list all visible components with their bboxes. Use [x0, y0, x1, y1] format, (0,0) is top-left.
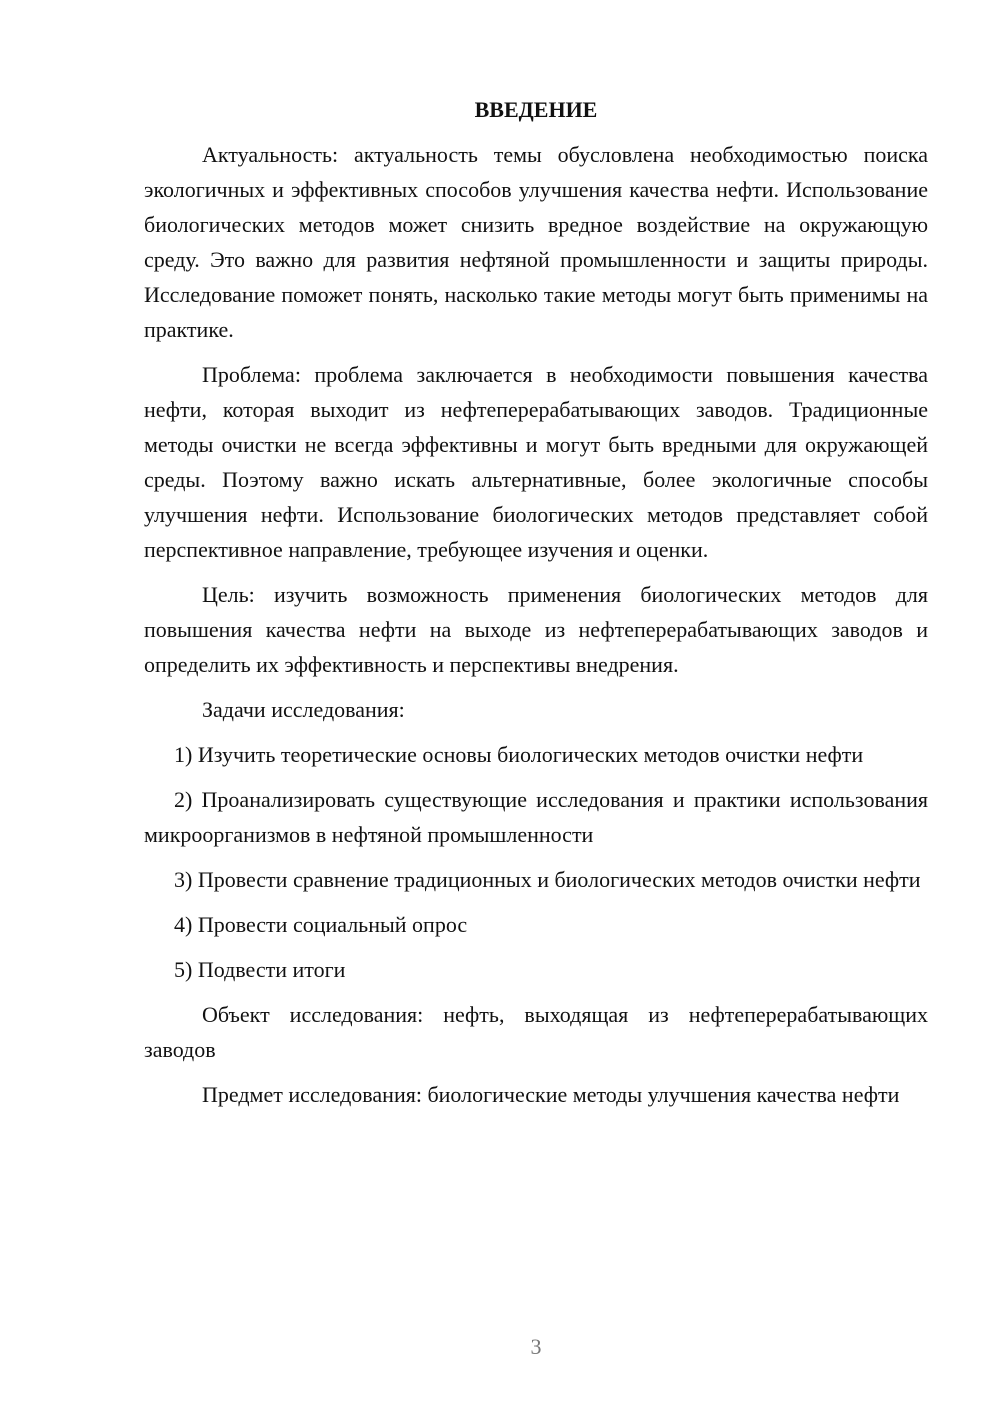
tasks-heading: Задачи исследования:: [202, 697, 405, 722]
problem-paragraph: Проблема: проблема заключается в необходимости повышения качества нефти, которая выходит из нефтеперерабатывающих заводов. Традиционные методы очистки не всегда эффективны и могут быть вредными для окружающей среды. Поэтому важно искать альтернативные, более экологичные способы улучшения нефти. Использование биологических методов представляет собой перспективное направление, требующее изучения и оценки.: [144, 362, 928, 562]
relevance-paragraph: Актуальность: актуальность темы обусловлена необходимостью поиска экологичных и эффективных способов улучшения качества нефти. Использование биологических методов может снизить вредное воздействие на окружающую среду. Это важно для развития нефтяной промышленности и защиты природы. Исследование поможет понять, насколько такие методы могут быть применимы на практике.: [144, 142, 928, 342]
page-number: 3: [530, 1334, 542, 1359]
subject-paragraph: Предмет исследования: биологические методы улучшения качества нефти: [202, 1082, 900, 1107]
task-item-1: 1) Изучить теоретические основы биологических методов очистки нефти: [174, 742, 864, 767]
task-item-5: 5) Подвести итоги: [174, 957, 346, 982]
section-title: ВВЕДЕНИЕ: [474, 97, 598, 122]
task-item-3: 3) Провести сравнение традиционных и биологических методов очистки нефти: [174, 867, 921, 892]
page-content: [144, 92, 928, 1122]
goal-paragraph: Цель: изучить возможность применения биологических методов для повышения качества нефти на выходе из нефтеперерабатывающих заводов и определить их эффективность и перспективы внедрения.: [144, 582, 928, 677]
task-item-4: 4) Провести социальный опрос: [174, 912, 468, 937]
object-paragraph: Объект исследования: нефть, выходящая из нефтеперерабатывающих заводов: [144, 1002, 928, 1062]
task-item-2: 2) Проанализировать существующие исследования и практики использования микроорганизмов в нефтяной промышленности: [144, 787, 928, 847]
